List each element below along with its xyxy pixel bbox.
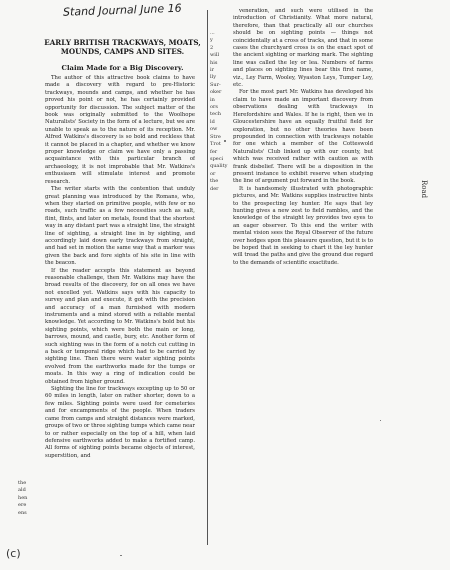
fragment-word: 2 (210, 44, 214, 51)
article-subhead: Claim Made for a Big Discovery. (61, 64, 184, 72)
paragraph: It is handsomely illustrated with photographic pictures, and Mr. Watkins supplies instructive hints to the prospecting ley hunter. He says that ley hunting gives a new zest to field rambles, and the knowledge of the straight ley provides two eyes to an eager observer. To this end the writer with mental vision sees the Royal Observer of the future over hedges upon this pleasure question, but it is to be hoped that in seeking to chart it the ley hunter will tread the paths and give the ground due regard to the demands of scientific exactitude. (233, 185, 373, 266)
fragment-word: lly (210, 74, 217, 81)
fragment-word: y (210, 37, 213, 44)
article-headline: EARLY BRITISH TRACKWAYS, MOATS, MOUNDS, CAMPS AND SITES. (44, 38, 201, 56)
article-column-left (45, 75, 195, 550)
left-margin-fragment (18, 480, 38, 540)
fragment-word: ir (210, 67, 214, 74)
paragraph: For the most part Mr. Watkins has developed his claim to have made an important discovery from observations dealing with trackways in Herefordshire and Wales. If he is right, then we in Gloucestershire have an equally fruitful field for exploration, but no other theories have been propounded in connection with trackways notable for one which a member of the Cotteswold Naturalists' Club linked up with our county, but which was received rather with caution as with frank disbelief. There will be a disposition in the present instance to exhibit reserve when studying the line of argument put forward in the book. (233, 89, 373, 185)
article-column-right (233, 8, 373, 358)
fragment-word: oker (210, 89, 222, 96)
fragment-word: ... (210, 30, 215, 36)
scan-speck (380, 420, 381, 421)
scan-speck (224, 140, 226, 142)
fragment-word: Stre (210, 133, 221, 140)
fragment-word: will (210, 52, 220, 59)
fragment-word: hen (18, 494, 28, 501)
fragment-word: Sur- (210, 81, 221, 88)
corner-mark: (c) (6, 547, 21, 560)
handwritten-source-note: Stand Journal June 16 (62, 1, 182, 19)
column-divider (207, 10, 208, 545)
scan-speck (120, 555, 122, 556)
fragment-word: in (210, 96, 215, 103)
fragment-word: quality (210, 163, 228, 170)
fragment-word: ow (210, 126, 218, 133)
fragment-word: his (210, 59, 218, 66)
fragment-word: or (210, 170, 216, 177)
paragraph: If the reader accepts this statement as beyond reasonable challenge, then Mr. Watkins may have the broad results of the discovery, for on all ones we have not excelled yet. Watkins says with his capacity to survey and plan and execute, it got with the precision and accuracy of a man furnished with modern instruments and a mind stored with a reliable mental knowledge. Yet according to Mr. Watkins's bold but his sighting points, which were both the main or long, barrows, mound, and castle, bury, etc. Another form of such sighting was in the form of a notch cut cutting in a back or temporal ridge which had to be carried by sighting line. Then there were water sighting points evolved from the earthworks made for the tumps or moats. In this way a ring of indication could be obtained from higher ground. (45, 267, 195, 385)
fragment-word: speci (210, 155, 224, 162)
fragment-word: ere (18, 502, 27, 509)
fragment-word: the (18, 480, 27, 486)
paragraph: Sighting the line for trackways excepting up to 50 or 60 miles in length, later on rather shorter, down to a few miles. Sighting points were used for cemeteries and for encampments of the people. When traders came from camps and straight distances were marked, groups of two or three sighting tumps which came near to or rather especially on the top of a hill, when laid defensive earthworks added to make a fortified camp. All forms of sighting points became objects of interest, superstition, and (45, 386, 195, 459)
adjacent-column-fragment (210, 30, 230, 550)
fragment-word: ens (18, 509, 27, 516)
paragraph: The author of this attractive book claims to have made a discovery with regard to pre-Historic trackways, mounds and camps, and whether he has proved his point or not, he has certainly provided opportunity for discussion. The subject matter of the book was originally submitted to the Woolhope Naturalists' Society in the form of a lecture, but we are unable to speak as to the nature of its reception. Mr. Alfred Watkins's discovery is so bold and reckless that it cannot be placed in a chapter, and whether we know proper knowledge or claim we have only a passing acquaintance with this particular branch of archaeology, it is not improbable that Mr. Watkins's enthusiasm will stimulate interest and promote research. (45, 75, 195, 185)
paragraph: veneration, and such were utilised in the introduction of Christianity. What more natural, therefore, than that practically all our churches should be on sighting points — things not coincidentally at a cross of tracks, and that in some cases the churchyard cross is on the exact spot of the ancient sighting or marking mark. The sighting line was called the ley or lea. Numbers of farms and places on sighting lines bear this first name, viz., Ley Farm, Wooley, Wyaston Leys, Tumper Ley, etc. (233, 8, 373, 89)
fragment-word: der (210, 185, 219, 192)
fragment-word: fer (210, 148, 218, 155)
fragment-word: the (210, 178, 219, 185)
margin-rotated-text: Road (420, 180, 428, 199)
fragment-word: ors (210, 104, 218, 111)
fragment-word: Trot (210, 141, 221, 148)
fragment-word: ald (18, 487, 26, 494)
fragment-word: ld (210, 118, 215, 125)
paragraph: The writer starts with the contention that unduly great planning was introduced by the Romans, who, when they started on primitive people, with few or no roads, such traffic as a few necessities such as salt, flint, flints, and later on metals, found that the shortest way in any distant part was a straight line, the straight line of sighting, a straight line in by sighting, and accordingly laid down early trackways from straight, and had set in motion the same way that a marker was given the back and fore sights of his site in line with the beacon. (45, 186, 195, 267)
fragment-word: tech (210, 111, 221, 118)
